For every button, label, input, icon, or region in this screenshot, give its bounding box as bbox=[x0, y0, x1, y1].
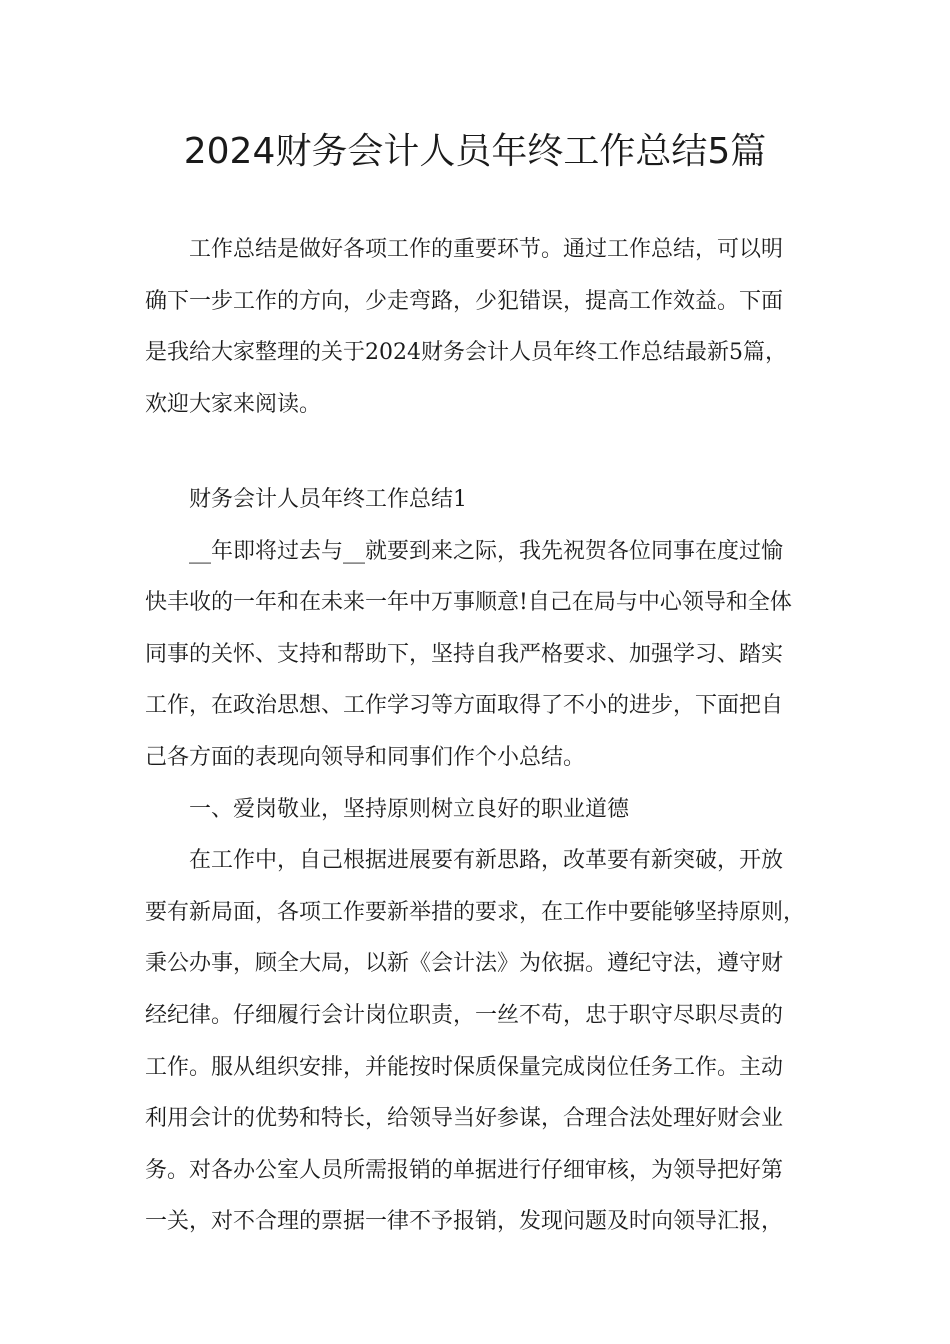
intro-paragraph bbox=[145, 224, 809, 430]
text-line: 同事的关怀、支持和帮助下，坚持自我严格要求、加强学习、踏实 bbox=[145, 641, 784, 667]
text-line: 经纪律。仔细履行会计岗位职责，一丝不苟，忠于职守尽职尽责的 bbox=[145, 1002, 784, 1028]
text-line: 欢迎大家来阅读。 bbox=[145, 391, 322, 417]
text-line: 利用会计的优势和特长，给领导当好参谋，合理合法处理好财会业 bbox=[145, 1106, 784, 1132]
text-line: 工作总结是做好各项工作的重要环节。通过工作总结，可以明 bbox=[189, 237, 784, 262]
text-line: 工作，在政治思想、工作学习等方面取得了不小的进步，下面把自 bbox=[145, 693, 784, 719]
text-line: 工作。服从组织安排，并能按时保质保量完成岗位任务工作。主动 bbox=[145, 1054, 784, 1080]
document-title: 2024财务会计人员年终工作总结5篇 bbox=[183, 131, 767, 172]
text-line: 一关，对不合理的票据一律不予报销，发现问题及时向领导汇报， bbox=[145, 1209, 784, 1235]
text-line: 确下一步工作的方向，少走弯路，少犯错误，提高工作效益。下面 bbox=[145, 288, 784, 314]
text-line: __年即将过去与__就要到来之际，我先祝贺各位同事在度过愉 bbox=[189, 538, 784, 564]
main-body bbox=[145, 474, 809, 1248]
text-line: 快丰收的一年和在未来一年中万事顺意!自己在局与中心领导和全体 bbox=[145, 590, 792, 616]
text-line: 是我给大家整理的关于2024财务会计人员年终工作总结最新5篇， bbox=[145, 340, 787, 366]
subheading: 一、爱岗敬业，坚持原则树立良好的职业道德 bbox=[189, 796, 630, 822]
text-line: 秉公办事，顾全大局，以新《会计法》为依据。遵纪守法，遵守财 bbox=[145, 951, 784, 977]
section-heading: 财务会计人员年终工作总结1 bbox=[189, 487, 467, 512]
text-line: 要有新局面，各项工作要新举措的要求，在工作中要能够坚持原则， bbox=[145, 899, 806, 925]
text-line: 务。对各办公室人员所需报销的单据进行仔细审核，为领导把好第 bbox=[145, 1157, 784, 1183]
text-line: 在工作中，自己根据进展要有新思路，改革要有新突破，开放 bbox=[189, 848, 784, 874]
text-line: 己各方面的表现向领导和同事们作个小总结。 bbox=[145, 744, 586, 770]
